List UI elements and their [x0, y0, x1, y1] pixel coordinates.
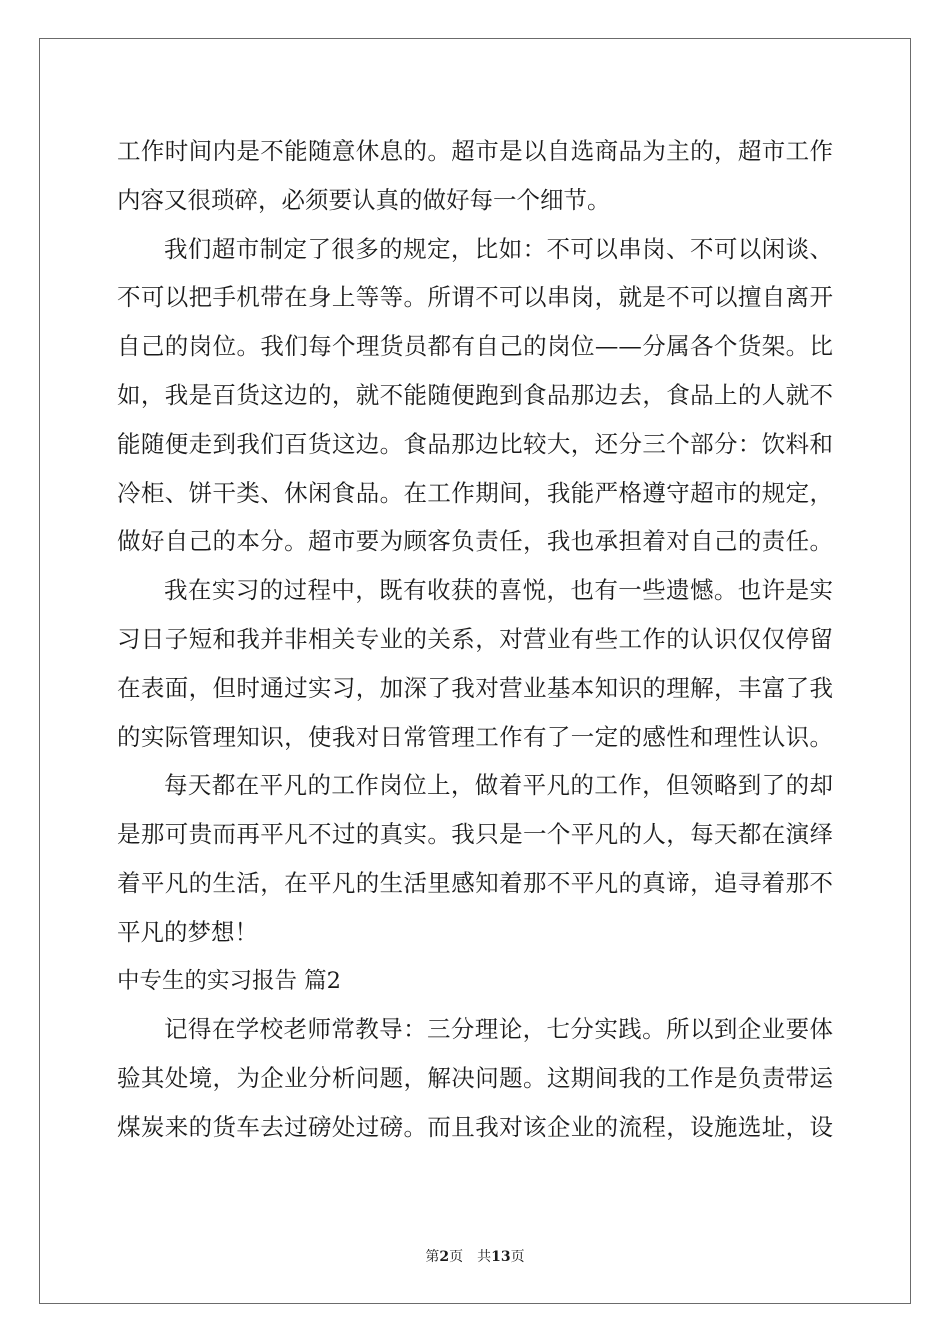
text-line: 验其处境，为企业分析问题，解决问题。这期间我的工作是负责带运: [117, 1064, 833, 1093]
text-line: 的实际管理知识，使我对日常管理工作有了一定的感性和理性认识。: [117, 722, 833, 751]
text-line: 自己的岗位。我们每个理货员都有自己的岗位——分属各个货架。比: [117, 332, 833, 361]
text-line: 在表面，但时通过实习，加深了我对营业基本知识的理解，丰富了我: [117, 673, 833, 702]
text-line: 如，我是百货这边的，就不能随便跑到食品那边去，食品上的人就不: [117, 380, 833, 409]
text-line: 平凡的梦想！: [117, 917, 258, 946]
section-heading: 中专生的实习报告 篇2: [117, 967, 341, 994]
footer-page-suffix: 页: [449, 1249, 464, 1265]
text-line: 着平凡的生活，在平凡的生活里感知着那不平凡的真谛，追寻着那不: [117, 868, 833, 897]
text-line: 每天都在平凡的工作岗位上，做着平凡的工作，但领略到了的却: [164, 771, 833, 800]
text-line: 工作时间内是不能随意休息的。超市是以自选商品为主的，超市工作: [117, 137, 833, 165]
text-line: 煤炭来的货车去过磅处过磅。而且我对该企业的流程，设施选址，设: [117, 1112, 833, 1141]
footer-page-number: 2: [439, 1249, 450, 1265]
text-line: 是那可贵而再平凡不过的真实。我只是一个平凡的人，每天都在演绎: [117, 820, 833, 849]
footer-total-prefix: 共: [477, 1249, 492, 1265]
footer-total-suffix: 页: [510, 1249, 525, 1265]
text-line: 不可以把手机带在身上等等。所谓不可以串岗，就是不可以擅自离开: [117, 283, 833, 312]
text-line: 内容又很琐碎，必须要认真的做好每一个细节。: [117, 185, 611, 214]
document-body: [117, 127, 833, 1152]
footer-page-prefix: 第: [425, 1249, 440, 1265]
text-line: 冷柜、饼干类、休闲食品。在工作期间，我能严格遵守超市的规定，: [117, 478, 833, 507]
footer-total-number: 13: [491, 1249, 511, 1265]
text-line: 我们超市制定了很多的规定，比如：不可以串岗、不可以闲谈、: [164, 234, 833, 263]
text-line: 能随便走到我们百货这边。食品那边比较大，还分三个部分：饮料和: [117, 429, 833, 458]
page-footer: [0, 1248, 950, 1266]
text-line: 做好自己的本分。超市要为顾客负责任，我也承担着对自己的责任。: [117, 527, 833, 556]
text-line: 我在实习的过程中，既有收获的喜悦，也有一些遗憾。也许是实: [164, 576, 833, 605]
text-line: 记得在学校老师常教导：三分理论，七分实践。所以到企业要体: [164, 1015, 833, 1044]
text-line: 习日子短和我并非相关专业的关系，对营业有些工作的认识仅仅停留: [117, 624, 833, 653]
